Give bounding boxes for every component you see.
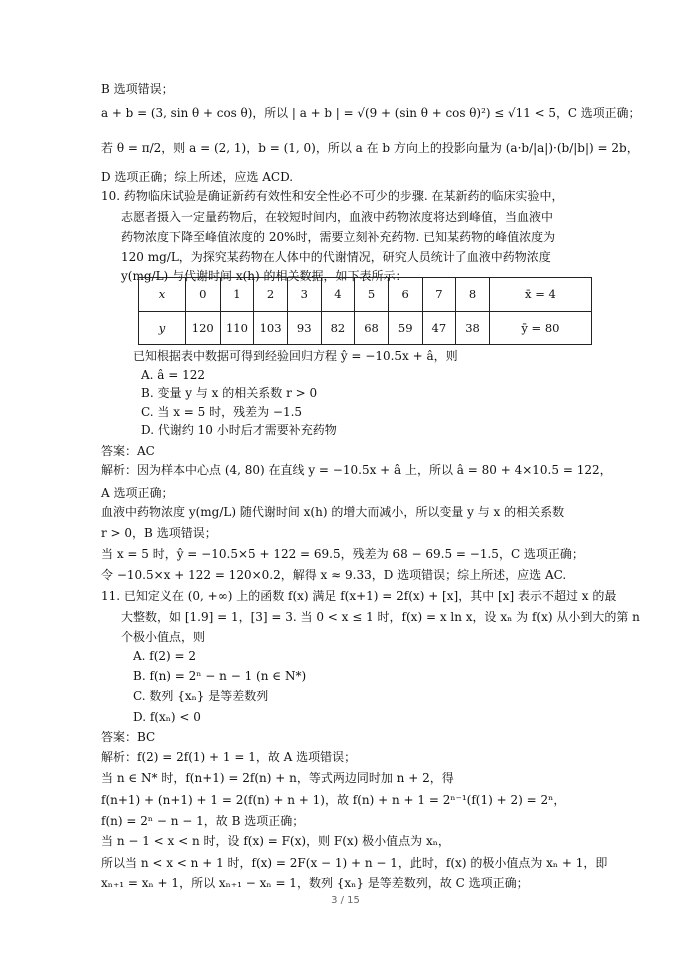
table-row-y bbox=[139, 311, 592, 345]
option-a: A. â = 122 bbox=[141, 368, 206, 382]
table-cell: 120 bbox=[185, 311, 220, 345]
answer-line: 答案：BC bbox=[101, 730, 156, 744]
option-a: A. f(2) = 2 bbox=[133, 649, 197, 663]
table-cell-mean: x̄ = 4 bbox=[489, 278, 591, 312]
option-d: D. 代谢约 10 小时后才需要补充药物 bbox=[141, 423, 337, 437]
text-line: 若 θ = π/2，则 a = (2, 1)，b = (1, 0)，所以 a 在 b 方向上的投影向量为 (a·b/|a|)·(b/|b|) = 2b， bbox=[101, 141, 639, 155]
table-cell: 93 bbox=[287, 311, 321, 345]
table-cell: 0 bbox=[185, 278, 220, 312]
text-line: 已知根据表中数据可得到经验回归方程 ŷ = −10.5x + â，则 bbox=[133, 349, 458, 363]
option-c: C. 当 x = 5 时，残差为 −1.5 bbox=[141, 405, 303, 419]
text-line: y(mg/L) 与代谢时间 x(h) 的相关数据，如下表所示： bbox=[121, 269, 408, 283]
table-cell: 7 bbox=[422, 278, 456, 312]
text-line: 120 mg/L，为探究某药物在人体中的代谢情况，研究人员统计了血液中药物浓度 bbox=[121, 250, 551, 264]
question-11-stem: 11. 已知定义在 (0, +∞) 上的函数 f(x) 满足 f(x+1) = 2f(x) + [x]，其中 [x] 表示不超过 x 的最 bbox=[101, 589, 617, 603]
option-d: D. f(xₙ) < 0 bbox=[133, 710, 201, 724]
text-line: 血液中药物浓度 y(mg/L) 随代谢时间 x(h) 的增大而减小，所以变量 y 与 x 的相关系数 bbox=[101, 505, 565, 519]
table-cell: 47 bbox=[422, 311, 456, 345]
text-line: A 选项正确； bbox=[101, 486, 174, 500]
answer-line: 答案：AC bbox=[101, 444, 155, 458]
text-line: 所以当 n < x < n + 1 时，f(x) = 2F(x − 1) + n − 1，此时，f(x) 的极小值点为 xₙ + 1，即 bbox=[101, 856, 608, 870]
table-cell: 82 bbox=[321, 311, 355, 345]
table-cell: 3 bbox=[287, 278, 321, 312]
text-line: D 选项正确；综上所述，应选 ACD. bbox=[101, 170, 294, 184]
text-line: f(n+1) + (n+1) + 1 = 2(f(n) + n + 1)，故 f(n) + n + 1 = 2ⁿ⁻¹(f(1) + 2) = 2ⁿ， bbox=[101, 793, 566, 807]
text-line: f(n) = 2ⁿ − n − 1，故 B 选项正确； bbox=[101, 814, 305, 828]
text-line: 个极小值点，则 bbox=[121, 630, 206, 644]
text-line: r > 0，B 选项错误； bbox=[101, 526, 217, 540]
text-line: 大整数，如 [1.9] = 1，[3] = 3. 当 0 < x ≤ 1 时，f(x) = x ln x，设 xₙ 为 f(x) 从小到大的第 n bbox=[121, 610, 640, 624]
text-line: a + b = (3, sin θ + cos θ)，所以 | a + b | = √(9 + (sin θ + cos θ)²) ≤ √11 < 5，C 选项正确； bbox=[101, 106, 641, 120]
table-row-x bbox=[139, 278, 592, 312]
table-cell: 6 bbox=[388, 278, 422, 312]
text-line: 解析：因为样本中心点 (4, 80) 在直线 y = −10.5x + â 上，所以 â = 80 + 4×10.5 = 122， bbox=[101, 463, 612, 477]
table-cell: 4 bbox=[321, 278, 355, 312]
table-cell: 103 bbox=[254, 311, 288, 345]
table-cell-mean: ȳ = 80 bbox=[489, 311, 591, 345]
table-cell: 59 bbox=[388, 311, 422, 345]
table-cell: 2 bbox=[254, 278, 288, 312]
page-number: 3 / 15 bbox=[331, 895, 360, 906]
text-line: 志愿者摄入一定量药物后，在较短时间内，血液中药物浓度将达到峰值，当血液中 bbox=[121, 210, 554, 224]
question-10-stem: 10. 药物临床试验是确证新药有效性和安全性必不可少的步骤. 在某新药的临床实验中， bbox=[101, 189, 564, 203]
table-cell: 8 bbox=[456, 278, 490, 312]
table-header-cell: y bbox=[139, 311, 186, 345]
text-line: 药物浓度下降至峰值浓度的 20%时，需要立刻补充药物. 已知某药物的峰值浓度为 bbox=[121, 230, 556, 244]
data-table bbox=[138, 277, 592, 345]
text-line: 解析：f(2) = 2f(1) + 1 = 1，故 A 选项错误； bbox=[101, 750, 357, 764]
option-b: B. f(n) = 2ⁿ − n − 1 (n ∈ N*) bbox=[133, 669, 307, 683]
table-cell: 68 bbox=[355, 311, 389, 345]
table-cell: 110 bbox=[220, 311, 254, 345]
option-c: C. 数列 {xₙ} 是等差数列 bbox=[133, 689, 269, 703]
text-line: xₙ₊₁ = xₙ + 1，所以 xₙ₊₁ − xₙ = 1，数列 {xₙ} 是等差数列，故 C 选项正确； bbox=[101, 876, 529, 890]
text-line: 当 n ∈ N* 时，f(n+1) = 2f(n) + n，等式两边同时加 n + 2，得 bbox=[101, 771, 454, 785]
text-line: 当 x = 5 时，ŷ = −10.5×5 + 122 = 69.5，残差为 68 − 69.5 = −1.5，C 选项正确； bbox=[101, 547, 584, 561]
text-line: 令 −10.5×x + 122 = 120×0.2，解得 x ≈ 9.33，D 选项错误；综上所述，应选 AC. bbox=[101, 568, 567, 582]
text-line: B 选项错误； bbox=[101, 82, 174, 96]
table-cell: 1 bbox=[220, 278, 254, 312]
option-b: B. 变量 y 与 x 的相关系数 r > 0 bbox=[141, 386, 318, 400]
table-cell: 5 bbox=[355, 278, 389, 312]
text-line: 当 n − 1 < x < n 时，设 f(x) = F(x)，则 F(x) 极小值点为 xₙ， bbox=[101, 834, 450, 848]
table-header-cell: x bbox=[139, 278, 186, 312]
table-cell: 38 bbox=[456, 311, 490, 345]
